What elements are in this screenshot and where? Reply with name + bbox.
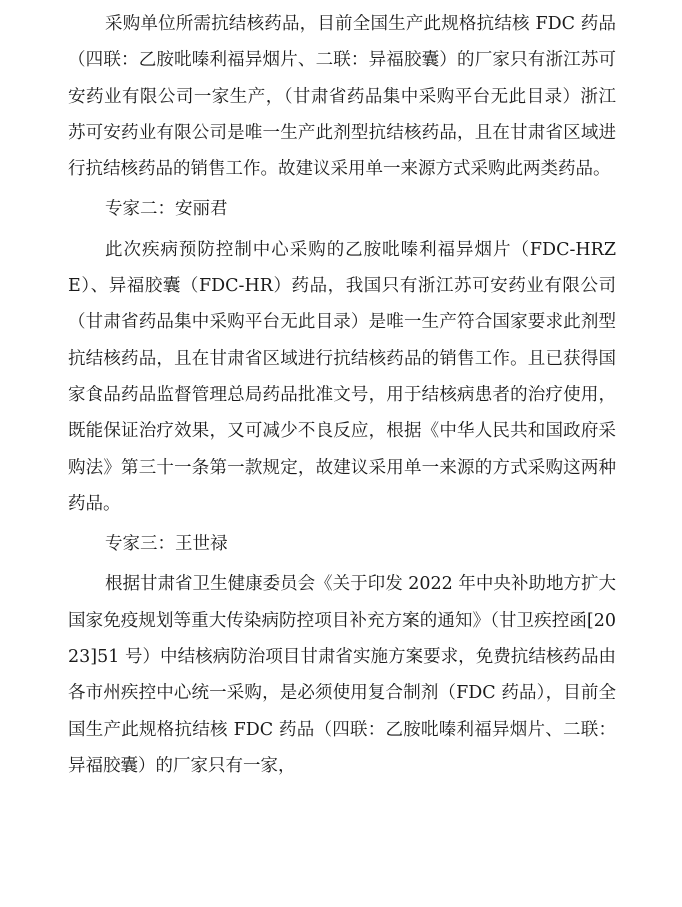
expert-3-heading: 专家三：王世禄 xyxy=(105,534,228,555)
document-page xyxy=(68,6,616,784)
paragraph-expert-2-opinion: 此次疾病预防控制中心采购的乙胺吡嗪利福异烟片（FDC-HRZE）、异福胶囊（FDC-HR）药品，我国只有浙江苏可安药业有限公司（甘肃省药品集中采购平台无此目录）是唯一生产符合国家要求此剂型抗结核药品，且在甘肃省区域进行抗结核药品的销售工作。且已获得国家食品药品监督管理总局药品批准文号，用于结核病患者的治疗使用，既能保证治疗效果，又可减少不良反应，根据《中华人民共和国政府采购法》第三十一条第一款规定，故建议采用单一来源的方式采购这两种药品。 xyxy=(68,239,616,514)
paragraph-expert-3-opinion: 根据甘肃省卫生健康委员会《关于印发 2022 年中央补助地方扩大国家免疫规划等重大传染病防控项目补充方案的通知》（甘卫疾控函[2023]51 号）中结核病防治项目甘肃省实施方案要求，免费抗结核药品由各市州疾控中心统一采购，是必须使用复合制剂（FDC 药品），目前全国生产此规格抗结核 FDC 药品（四联：乙胺吡嗪利福异烟片、二联：异福胶囊）的厂家只有一家， xyxy=(68,574,616,776)
expert-2-heading: 专家二：安丽君 xyxy=(105,199,228,220)
paragraph-procurement-reason: 采购单位所需抗结核药品，目前全国生产此规格抗结核 FDC 药品（四联：乙胺吡嗪利福异烟片、二联：异福胶囊）的厂家只有浙江苏可安药业有限公司一家生产，（甘肃省药品集中采购平台无此目录）浙江苏可安药业有限公司是唯一生产此剂型抗结核药品，且在甘肃省区域进行抗结核药品的销售工作。故建议采用单一来源方式采购此两类药品。 xyxy=(68,14,616,180)
